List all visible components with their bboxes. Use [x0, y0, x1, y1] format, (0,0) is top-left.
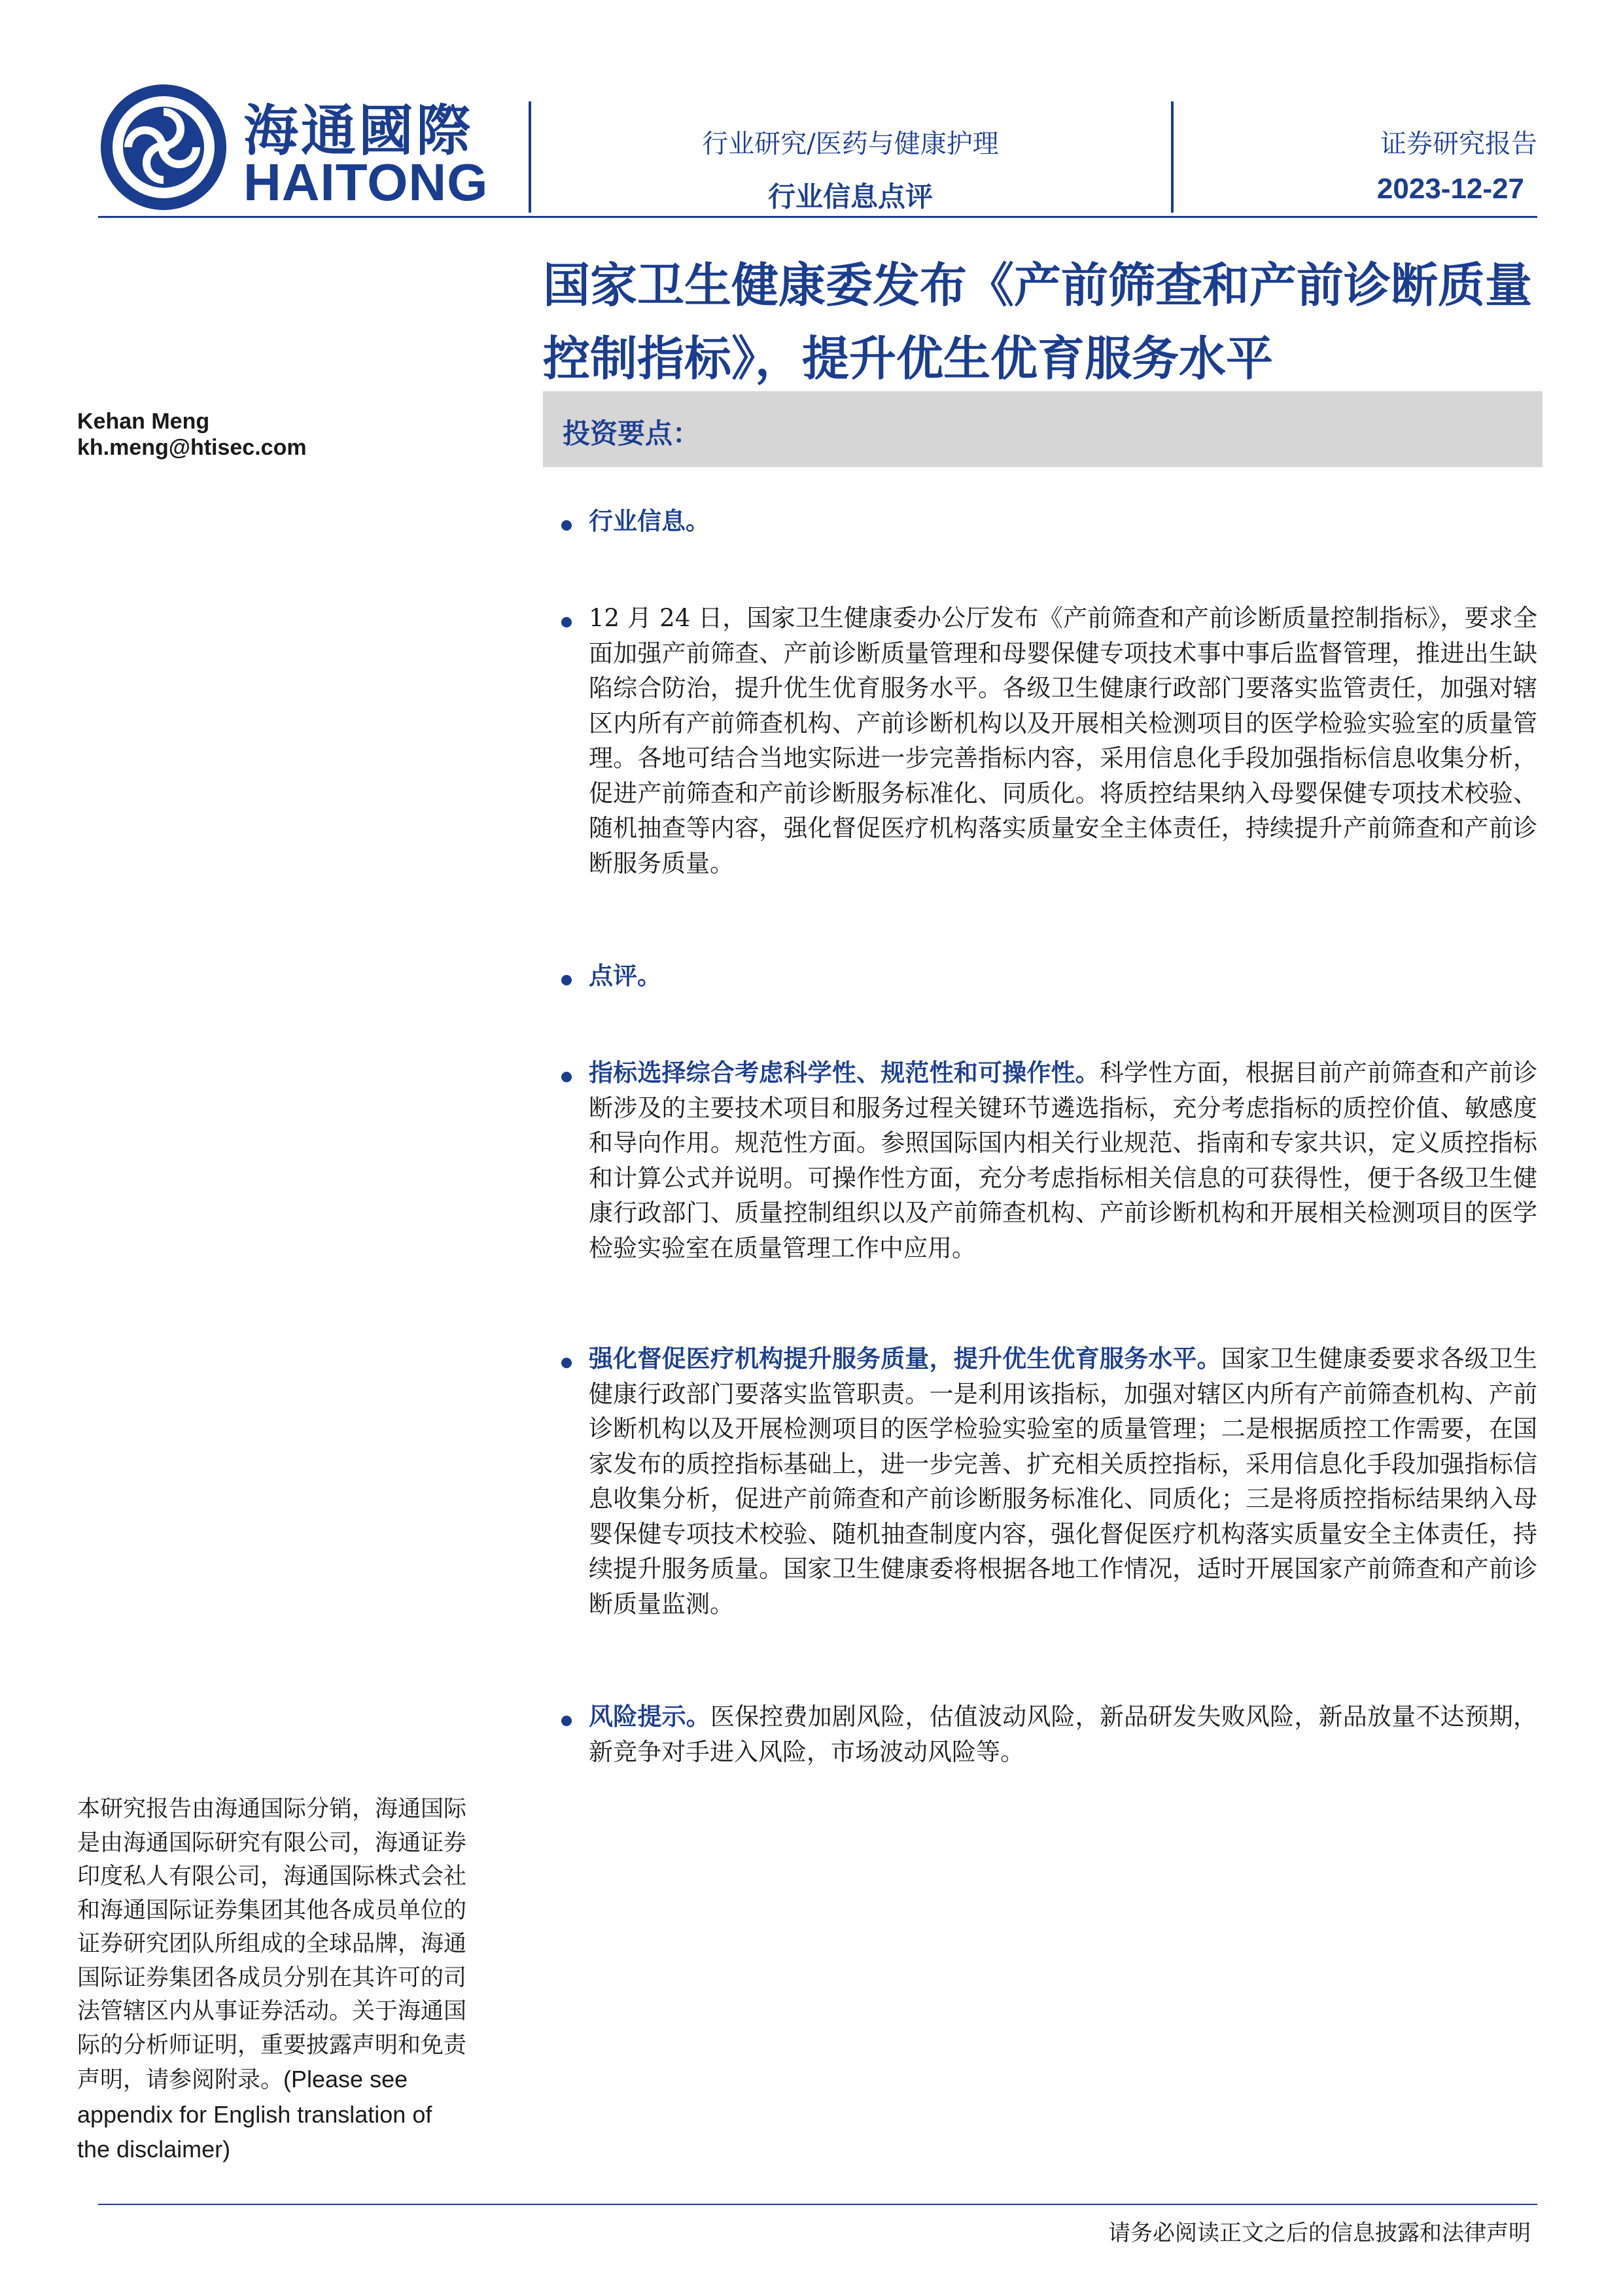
bullet-text: 医保控费加剧风险，估值波动风险，新品研发失败风险，新品放量不达预期，新竞争对手进入风险，市场波动风险等。	[589, 1703, 1537, 1766]
footer-notice: 请务必阅读正文之后的信息披露和法律声明	[1108, 2220, 1531, 2246]
bullet-industry-info	[589, 504, 1537, 539]
haitong-logo	[98, 82, 491, 213]
report-subtype: 行业信息点评	[767, 181, 933, 213]
disclaimer-cn: 本研究报告由海通国际分销，海通国际是由海通国际研究有限公司，海通证券印度私人有限公司，海通国际株式会社和海通国际证券集团其他各成员单位的证券研究团队所组成的全球品牌，海通国际证券集团各成员分别在其许可的司法管辖区内从事证券活动。关于海通国际的分析师证明，重要披露声明和免责声明，请参阅附录。	[77, 1796, 467, 2093]
industry-category: 行业研究/医药与健康护理	[702, 129, 999, 159]
bullet-dot	[561, 1716, 572, 1726]
analyst-email[interactable]: kh.meng@htisec.com	[77, 435, 307, 460]
bullet-news-detail	[589, 601, 1537, 881]
header-divider-left	[529, 101, 531, 213]
report-type: 证券研究报告	[1380, 129, 1537, 159]
bullet-lead: 行业信息。	[589, 506, 710, 535]
logo-english-name: HAITONG	[243, 153, 489, 211]
bullet-lead: 风险提示。	[589, 1702, 710, 1731]
report-date: 2023-12-27	[1376, 173, 1524, 205]
key-points-heading: 投资要点：	[563, 417, 701, 450]
bullet-text: 12 月 24 日，国家卫生健康委办公厅发布《产前筛查和产前诊断质量控制指标》，要求全面加强产前筛查、产前诊断质量管理和母婴保健专项技术事中事后监督管理，推进出生缺陷综合防治，提升优生优育服务水平。各级卫生健康行政部门要落实监管责任，加强对辖区内所有产前筛查机构、产前诊断机构以及开展相关检测项目的医学检验实验室的质量管理。各地可结合当地实际进一步完善指标内容，采用信息化手段加强指标信息收集分析，促进产前筛查和产前诊断服务标准化、同质化。将质控结果纳入母婴保健专项技术校验、随机抽查等内容，强化督促医疗机构落实质量安全主体责任，持续提升产前筛查和产前诊断服务质量。	[589, 604, 1537, 877]
bullet-dot	[561, 975, 572, 985]
header-divider-right	[1171, 101, 1174, 213]
bullet-text: 国家卫生健康委要求各级卫生健康行政部门要落实监管职责。一是利用该指标，加强对辖区内所有产前筛查机构、产前诊断机构以及开展检测项目的医学检验实验室的质量管理；二是根据质控工作需要，在国家发布的质控指标基础上，进一步完善、扩充相关质控指标，采用信息化手段加强指标信息收集分析，促进产前筛查和产前诊断服务标准化、同质化；三是将质控指标结果纳入母婴保健专项技术校验、随机抽查制度内容，强化督促医疗机构落实质量安全主体责任，持续提升服务质量。国家卫生健康委将根据各地工作情况，适时开展国家产前筛查和产前诊断质量监测。	[589, 1345, 1538, 1618]
report-title: 国家卫生健康委发布《产前筛查和产前诊断质量控制指标》，提升优生优育服务水平	[543, 257, 1533, 386]
key-points-band	[543, 391, 1543, 467]
bullet-dot	[561, 520, 572, 531]
bullet-lead: 指标选择综合考虑科学性、规范性和可操作性。	[589, 1058, 1100, 1087]
analyst-name: Kehan Meng	[77, 409, 210, 434]
header-rule	[98, 216, 1537, 218]
bullet-risk-warning	[589, 1699, 1537, 1769]
bullet-lead: 强化督促医疗机构提升服务质量，提升优生优育服务水平。	[589, 1344, 1221, 1373]
disclaimer-en: (Please see appendix for English translation of the disclaimer)	[77, 2066, 432, 2163]
bullet-lead: 点评。	[589, 961, 661, 990]
bullet-text: 科学性方面，根据目前产前筛查和产前诊断涉及的主要技术项目和服务过程关键环节遴选指标，充分考虑指标的质控价值、敏感度和导向作用。规范性方面。参照国际国内相关行业规范、指南和专家共识，定义质控指标和计算公式并说明。可操作性方面，充分考虑指标相关信息的可获得性，便于各级卫生健康行政部门、质量控制组织以及产前筛查机构、产前诊断机构和开展相关检测项目的医学检验实验室在质量管理工作中应用。	[589, 1059, 1538, 1262]
bullet-dot	[561, 617, 572, 627]
footer-rule	[98, 2204, 1537, 2205]
haitong-emblem-icon	[98, 82, 229, 213]
bullet-service-quality	[589, 1341, 1537, 1621]
bullet-comment	[589, 959, 1537, 994]
logo-chinese-name: 海通國際	[243, 99, 474, 163]
bullet-indicator-selection	[589, 1055, 1537, 1265]
bullet-dot	[561, 1358, 572, 1368]
distribution-disclaimer	[77, 1793, 470, 2168]
bullet-dot	[561, 1072, 572, 1082]
